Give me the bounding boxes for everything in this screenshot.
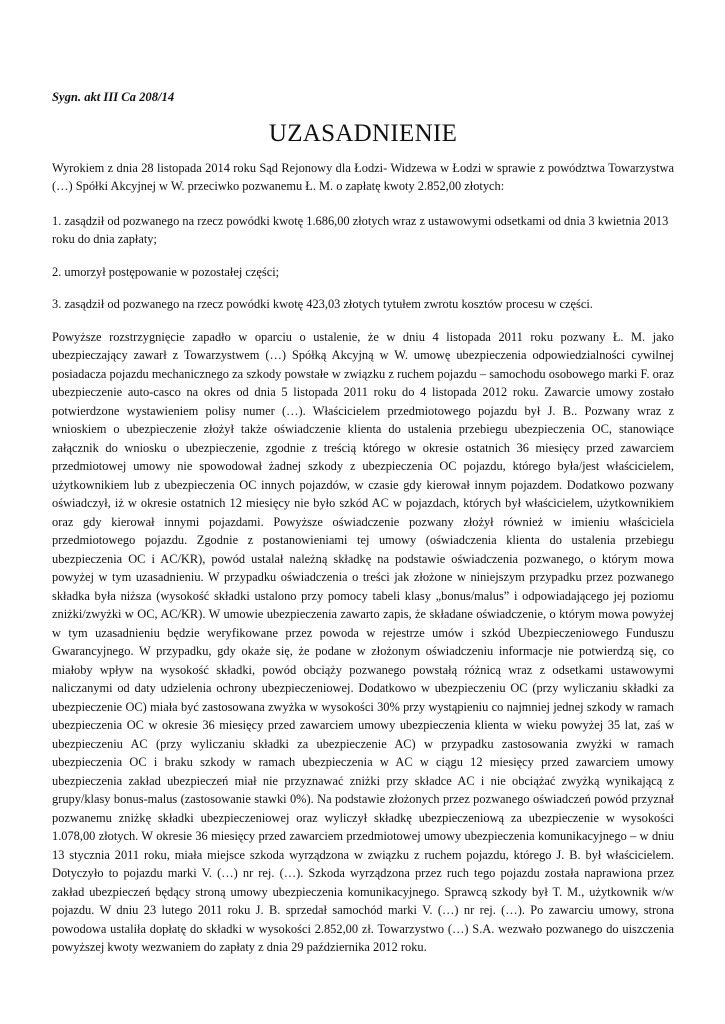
document-title: UZASADNIENIE [268, 119, 458, 147]
ruling-item-2: 2. umorzył postępowanie w pozostałej części; [52, 264, 280, 279]
case-reference: Sygn. akt III Ca 208/14 [52, 90, 175, 104]
intro-paragraph: Wyrokiem z dnia 28 listopada 2014 roku Sąd Rejonowy dla Łodzi- Widzewa w Łodzi w sprawie z powództwa Towarzystwa (…) Spółki Akcyjnej w W. przeciwko pozwanemu Ł. M. o zapłatę kwoty 2.852,00 złotych: [52, 160, 674, 193]
ruling-item-3: 3. zasądził od pozwanego na rzecz powódki kwotę 423,03 złotych tytułem zwrotu kosztów procesu w części. [52, 297, 593, 311]
body-paragraph: Powyższe rozstrzygnięcie zapadło w oparciu o ustalenie, że w dniu 4 listopada 2011 roku pozwany Ł. M. jako ubezpieczający zawarł z Towarzystwem (…) Spółką Akcyjną w W. umowę ubezpieczenia odpowiedzialności cywilnej posiadacza pojazdu mechanicznego za szkody powstałe w związku z ruchem pojazdu – samochodu osobowego marki F. oraz ubezpieczenie auto-casco na okres od dnia 5 listopada 2011 roku do 4 listopada 2012 roku. Zawarcie umowy zostało potwierdzone wystawieniem polisy numer (…). Właścicielem przedmiotowego pojazdu był J. B.. Pozwany wraz z wnioskiem o ubezpieczenie złożył także oświadczenie klienta do ustalenia przebiegu ubezpieczenia OC, stanowiące załącznik do wniosku o ubezpieczenie, zgodnie z treścią którego w okresie ostatnich 36 miesięcy przed zawarciem przedmiotowej umowy nie spowodował żadnej szkody z ubezpieczenia OC pojazdu, którego była/jest właścicielem, użytkownikiem lub z ubezpieczenia OC innych pojazdów, w czasie gdy kierował innym pojazdem. Dodatkowo pozwany oświadczył, iż w okresie ostatnich 12 miesięcy nie było szkód AC w pojazdach, których był właścicielem, użytkownikiem oraz gdy kierował innymi pojazdami. Powyższe oświadczenie pozwany złożył również w imieniu właściciela przedmiotowego pojazdu. Zgodnie z postanowieniami tej umowy (oświadczenia klienta do ustalenia przebiegu ubezpieczenia OC i AC/KR), powód ustalał należną składkę na podstawie oświadczenia pozwanego, o którym mowa powyżej w tym uzasadnieniu. W przypadku oświadczenia o treści jak złożone w niniejszym przypadku przez pozwanego składka była niższa (wysokość składki ustalono przy pomocy tabeli klasy „bonus/malus” i odpowiadającego jej poziomu zniżki/zwyżki w OC, AC/KR). W umowie ubezpieczenia zawarto zapis, że składane oświadczenie, o którym mowa powyżej w tym uzasadnieniu będzie weryfikowane przez powoda w rejestrze umów i szkód Ubezpieczeniowego Funduszu Gwarancyjnego. W przypadku, gdy okaże się, że podane w złożonym oświadczeniu informacje nie potwierdzą się, co miałoby wpływ na wysokość składki, powód obciąży pozwanego powstałą różnicą wraz z odsetkami ustawowymi naliczanymi od daty udzielenia ochrony ubezpieczeniowej. Dodatkowo w ubezpieczeniu OC (przy wyliczaniu składki za ubezpieczenie OC) miała być zastosowana zwyżka w wysokości 30% przy wystąpieniu co najmniej jednej szkody w ramach ubezpieczenia OC w okresie 36 miesięcy przed zawarciem umowy ubezpieczenia klienta w wieku powyżej 35 lat, zaś w ubezpieczeniu AC (przy wyliczaniu składki za ubezpieczenie AC) w przypadku zastosowania zwyżki w ramach ubezpieczenia OC i braku szkody w ramach ubezpieczenia w AC w ciągu 12 miesięcy przed zawarciem umowy ubezpieczenia zakład ubezpieczeń miał nie przyznawać zniżki przy składce AC i nie obciążać zwyżką wynikającą z grupy/klasy bonus-malus (zastosowanie stawki 0%). Na podstawie złożonych przez pozwanego oświadczeń powód przyznał pozwanemu zniżkę składki ubezpieczeniowej oraz wyliczył składkę ubezpieczeniową za ubezpieczenie w wysokości 1.078,00 złotych. W okresie 36 miesięcy przed zawarciem przedmiotowej umowy ubezpieczenia komunikacyjnego – w dniu 13 stycznia 2011 roku, miała miejsce szkoda wyrządzona w związku z ruchem pojazdu, którego J. B. był właścicielem. Dotyczyło to pojazdu marki V. (…) nr rej. (…). Szkoda wyrządzona przez ruch tego pojazdu została naprawiona przez zakład ubezpieczeń będący stroną umowy ubezpieczenia komunikacyjnego. Sprawcą szkody był T. M., użytkownik w/w pojazdu. W dniu 23 lutego 2011 roku J. B. sprzedał samochód marki V. (…) nr rej. (…). Po zawarciu umowy, strona powodowa ustaliła dopłatę do składki w wysokości 2.852,00 zł. Towarzystwo (…) S.A. wezwało pozwanego do uiszczenia powyższej kwoty wezwaniem do zapłaty z dnia 29 października 2012 roku. [52, 329, 674, 954]
ruling-item-1: 1. zasądził od pozwanego na rzecz powódki kwotę 1.686,00 złotych wraz z ustawowymi odsetkami od dnia 3 kwietnia 2013 roku do dnia zapłaty; [52, 213, 669, 246]
document-page [52, 88, 674, 973]
